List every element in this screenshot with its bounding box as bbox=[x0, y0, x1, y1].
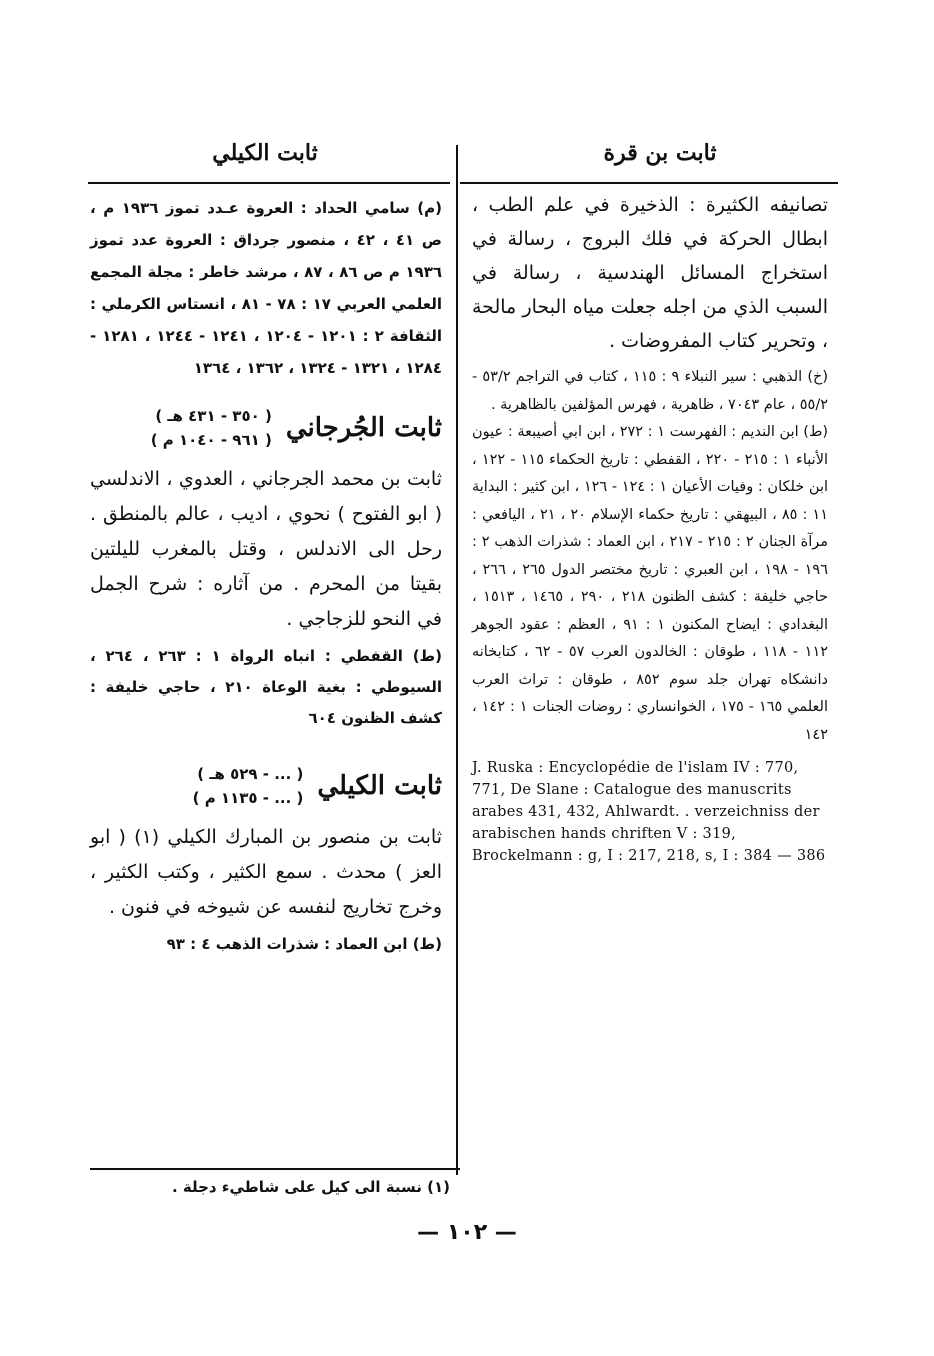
entry-body-jurjani: ثابت بن محمد الجرجاني ، العدوي ، الاندلسي ( ابو الفتوح ) نحوي ، اديب ، عالم بالمنطق . رحل الى الاندلس ، وقتل بالمغرب لليلتين بقيتا من المحرم . من آثاره : شرح الجمل في النحو للزجاجي . bbox=[90, 468, 442, 630]
right-running-header: ثابت بن قرة bbox=[603, 140, 717, 166]
entry-sources-jurjani: (ط) القفطي : انباه الرواة ١ : ٢٦٣ ، ٢٦٤ ، السيوطي : بغية الوعاة ٢١٠ ، حاجي خليفة : كشف الظنون ٦٠٤ bbox=[90, 647, 442, 727]
latin-references: J. Ruska : Encyclopédie de l'islam IV : 770, 771, De Slane : Catalogue des manuscrits arabes 431, 432, Ahlwardt. . verzeichniss der arabischen hands chriften V : 319, Brockelmann : g, I : 217, 218, s, I : 384 — 386 bbox=[472, 760, 826, 864]
gregorian-dates: ( ... - ١١٣٥ م ) bbox=[192, 789, 304, 807]
source-manuscripts: (خ) الذهبي : سير النبلاء ٩ : ١١٥ ، كتاب في التراجم ٥٣/٢ - ٥٥/٢ ، عام ٧٠٤٣ ، ظاهرية ، فهرس المؤلفين بالظاهرية . bbox=[472, 369, 829, 413]
left-running-header: ثابت الكيلي bbox=[212, 140, 318, 166]
footnote-rule bbox=[90, 1168, 460, 1170]
right-header-rule bbox=[460, 182, 838, 184]
left-header-rule bbox=[88, 182, 450, 184]
entry-title-jurjani: ثابت الجُرجاني bbox=[285, 413, 442, 443]
entry-heading-kili bbox=[90, 762, 442, 810]
hijri-dates: ( ٣٥٠ - ٤٣١ هـ ) bbox=[155, 407, 272, 425]
source-printed: (ط) ابن النديم : الفهرست ١ : ٢٧٢ ، ابن ابي أصيبعة : عيون الأنباء ١ : ٢١٥ - ٢٢٠ ، القفطي : تاريخ الحكماء ١١٥ - ١٢٢ ، ابن خلكان : وفيات الأعيان ١ : ١٢٤ - ١٢٦ ، ابن كثير : البداية ١١ : ٨٥ ، البيهقي : تاريخ حكماء الإسلام ٢٠ ، ٢١ ، اليافعي : مرآة الجنان ٢ : ٢١٥ - ٢١٧ ، ابن العماد : شذرات الذهب ٢ : ١٩٦ - ١٩٨ ، ابن العبري : تاريخ مختصر الدول ٢٦٥ ، ٢٦٦ ، حاجي خليفة : كشف الظنون ٢١٨ ، ٢٩٠ ، ١٤٦٥ ، ١٥١٣ ، البغدادي : ايضاح المكنون ١ : ٩١ ، العظم : عقود الجوهر ١١٢ - ١١٨ ، طوقان : الخالدون العرب ٥٧ - ٦٢ ، كتابخانه دانشكاه تهران جلد سوم ٨٥٢ ، طوقان : تراث العرب العلمي ١٦٥ - ١٧٥ ، الخوانساري : روضات الجنات ١ : ١٤٢ ، ١٤٢ bbox=[472, 424, 829, 743]
column-divider bbox=[456, 145, 458, 1175]
entry-dates-kili bbox=[193, 762, 304, 810]
entry-heading-jurjani bbox=[90, 404, 442, 452]
left-column bbox=[90, 192, 442, 960]
entry-body-thabit-ibn-qurra: تصانيفه الكثيرة : الذخيرة في علم الطب ، ابطال الحركة في فلك البروج ، رسالة في استخراج المسائل الهندسية ، رسالة في السبب الذي من اجله جعلت مياه البحار مالحة ، وتحرير كتاب المفروضات . bbox=[472, 194, 828, 352]
entry-sources-kili: (ط) ابن العماد : شذرات الذهب ٤ : ٩٣ bbox=[166, 935, 442, 953]
gregorian-dates: ( ٩٦١ - ١٠٤٠ م ) bbox=[150, 431, 272, 449]
entry-title-kili: ثابت الكيلي bbox=[317, 771, 442, 801]
entry-body-kili: ثابت بن منصور بن المبارك الكيلي (١) ( ابو العز ) محدث . سمع الكثير ، وكتب الكثير ، وخرج تخاريج لنفسه عن شيوخه في فنون . bbox=[90, 826, 442, 918]
hijri-dates: ( ... - ٥٢٩ هـ ) bbox=[197, 765, 304, 783]
footnote: (١) نسبة الى كيل على شاطيء دجلة . bbox=[171, 1178, 450, 1196]
right-column bbox=[472, 188, 828, 867]
entry-dates-jurjani bbox=[151, 404, 272, 452]
previous-entry-sources: (م) سامي الحداد : العروة عـدد تموز ١٩٣٦ م ، ص ٤١ ، ٤٢ ، منصور جرداق : العروة عدد تموز ١٩٣٦ م ص ٨٦ ، ٨٧ ، مرشد خاطر : مجلة المجمع العلمي العربي ١٧ : ٧٨ - ٨١ ، انستاس الكرملي : الثقافة ٢ : ١٢٠١ - ١٢٠٤ ، ١٢٤١ - ١٢٤٤ ، ١٢٨١ - ١٢٨٤ ، ١٣٢١ - ١٣٢٤ ، ١٣٦٢ ، ١٣٦٤ bbox=[90, 199, 443, 377]
page-number: — ١٠٢ — bbox=[417, 1220, 517, 1245]
